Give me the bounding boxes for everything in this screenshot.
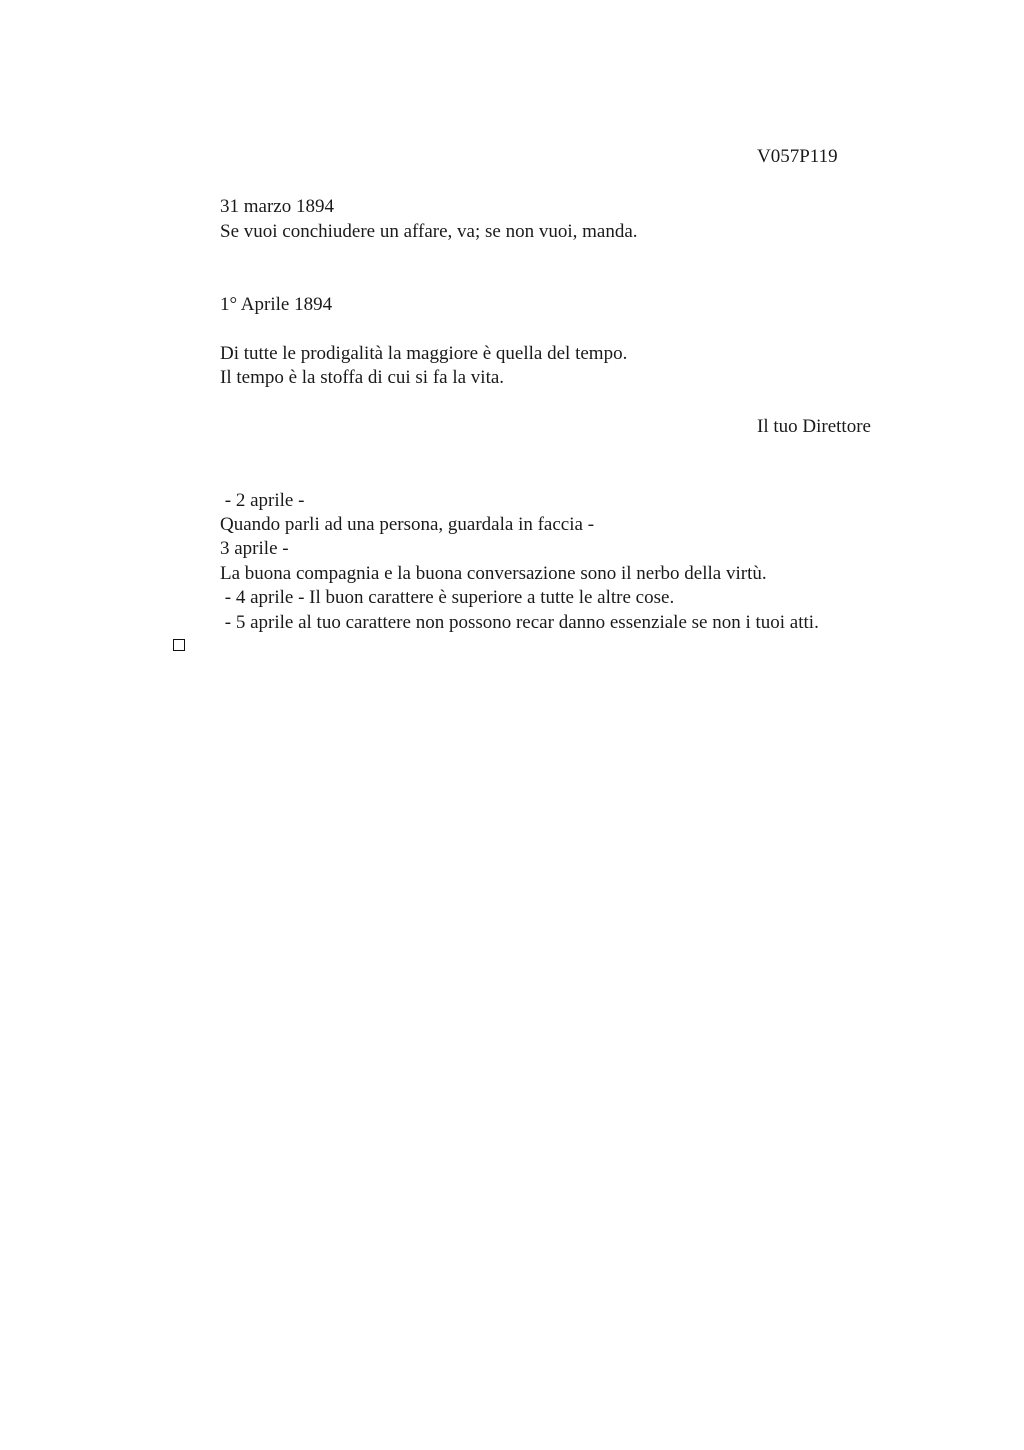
entry-date-2-aprile: - 2 aprile - <box>220 490 305 511</box>
entry-text-3-aprile: La buona compagnia e la buona conversazione sono il nerbo della virtù. <box>220 563 767 584</box>
entry-line-5-aprile: - 5 aprile al tuo carattere non possono recar danno essenziale se non i tuoi atti. <box>220 612 819 633</box>
entry-text-1-aprile-line-2: Il tempo è la stoffa di cui si fa la vita. <box>220 367 505 388</box>
entry-text-2-aprile: Quando parli ad una persona, guardala in faccia - <box>220 514 595 535</box>
page-code: V057P119 <box>757 146 838 167</box>
entry-text-1-aprile-line-1: Di tutte le prodigalità la maggiore è quella del tempo. <box>220 343 628 364</box>
signature: Il tuo Direttore <box>757 416 871 437</box>
entry-text-31-marzo: Se vuoi conchiudere un affare, va; se non vuoi, manda. <box>220 221 638 242</box>
entry-line-4-aprile: - 4 aprile - Il buon carattere è superiore a tutte le altre cose. <box>220 587 675 608</box>
entry-date-1-aprile: 1° Aprile 1894 <box>220 294 333 315</box>
checkbox-square <box>173 639 185 651</box>
entry-date-3-aprile: 3 aprile - <box>220 538 289 559</box>
entry-date-31-marzo: 31 marzo 1894 <box>220 196 334 217</box>
